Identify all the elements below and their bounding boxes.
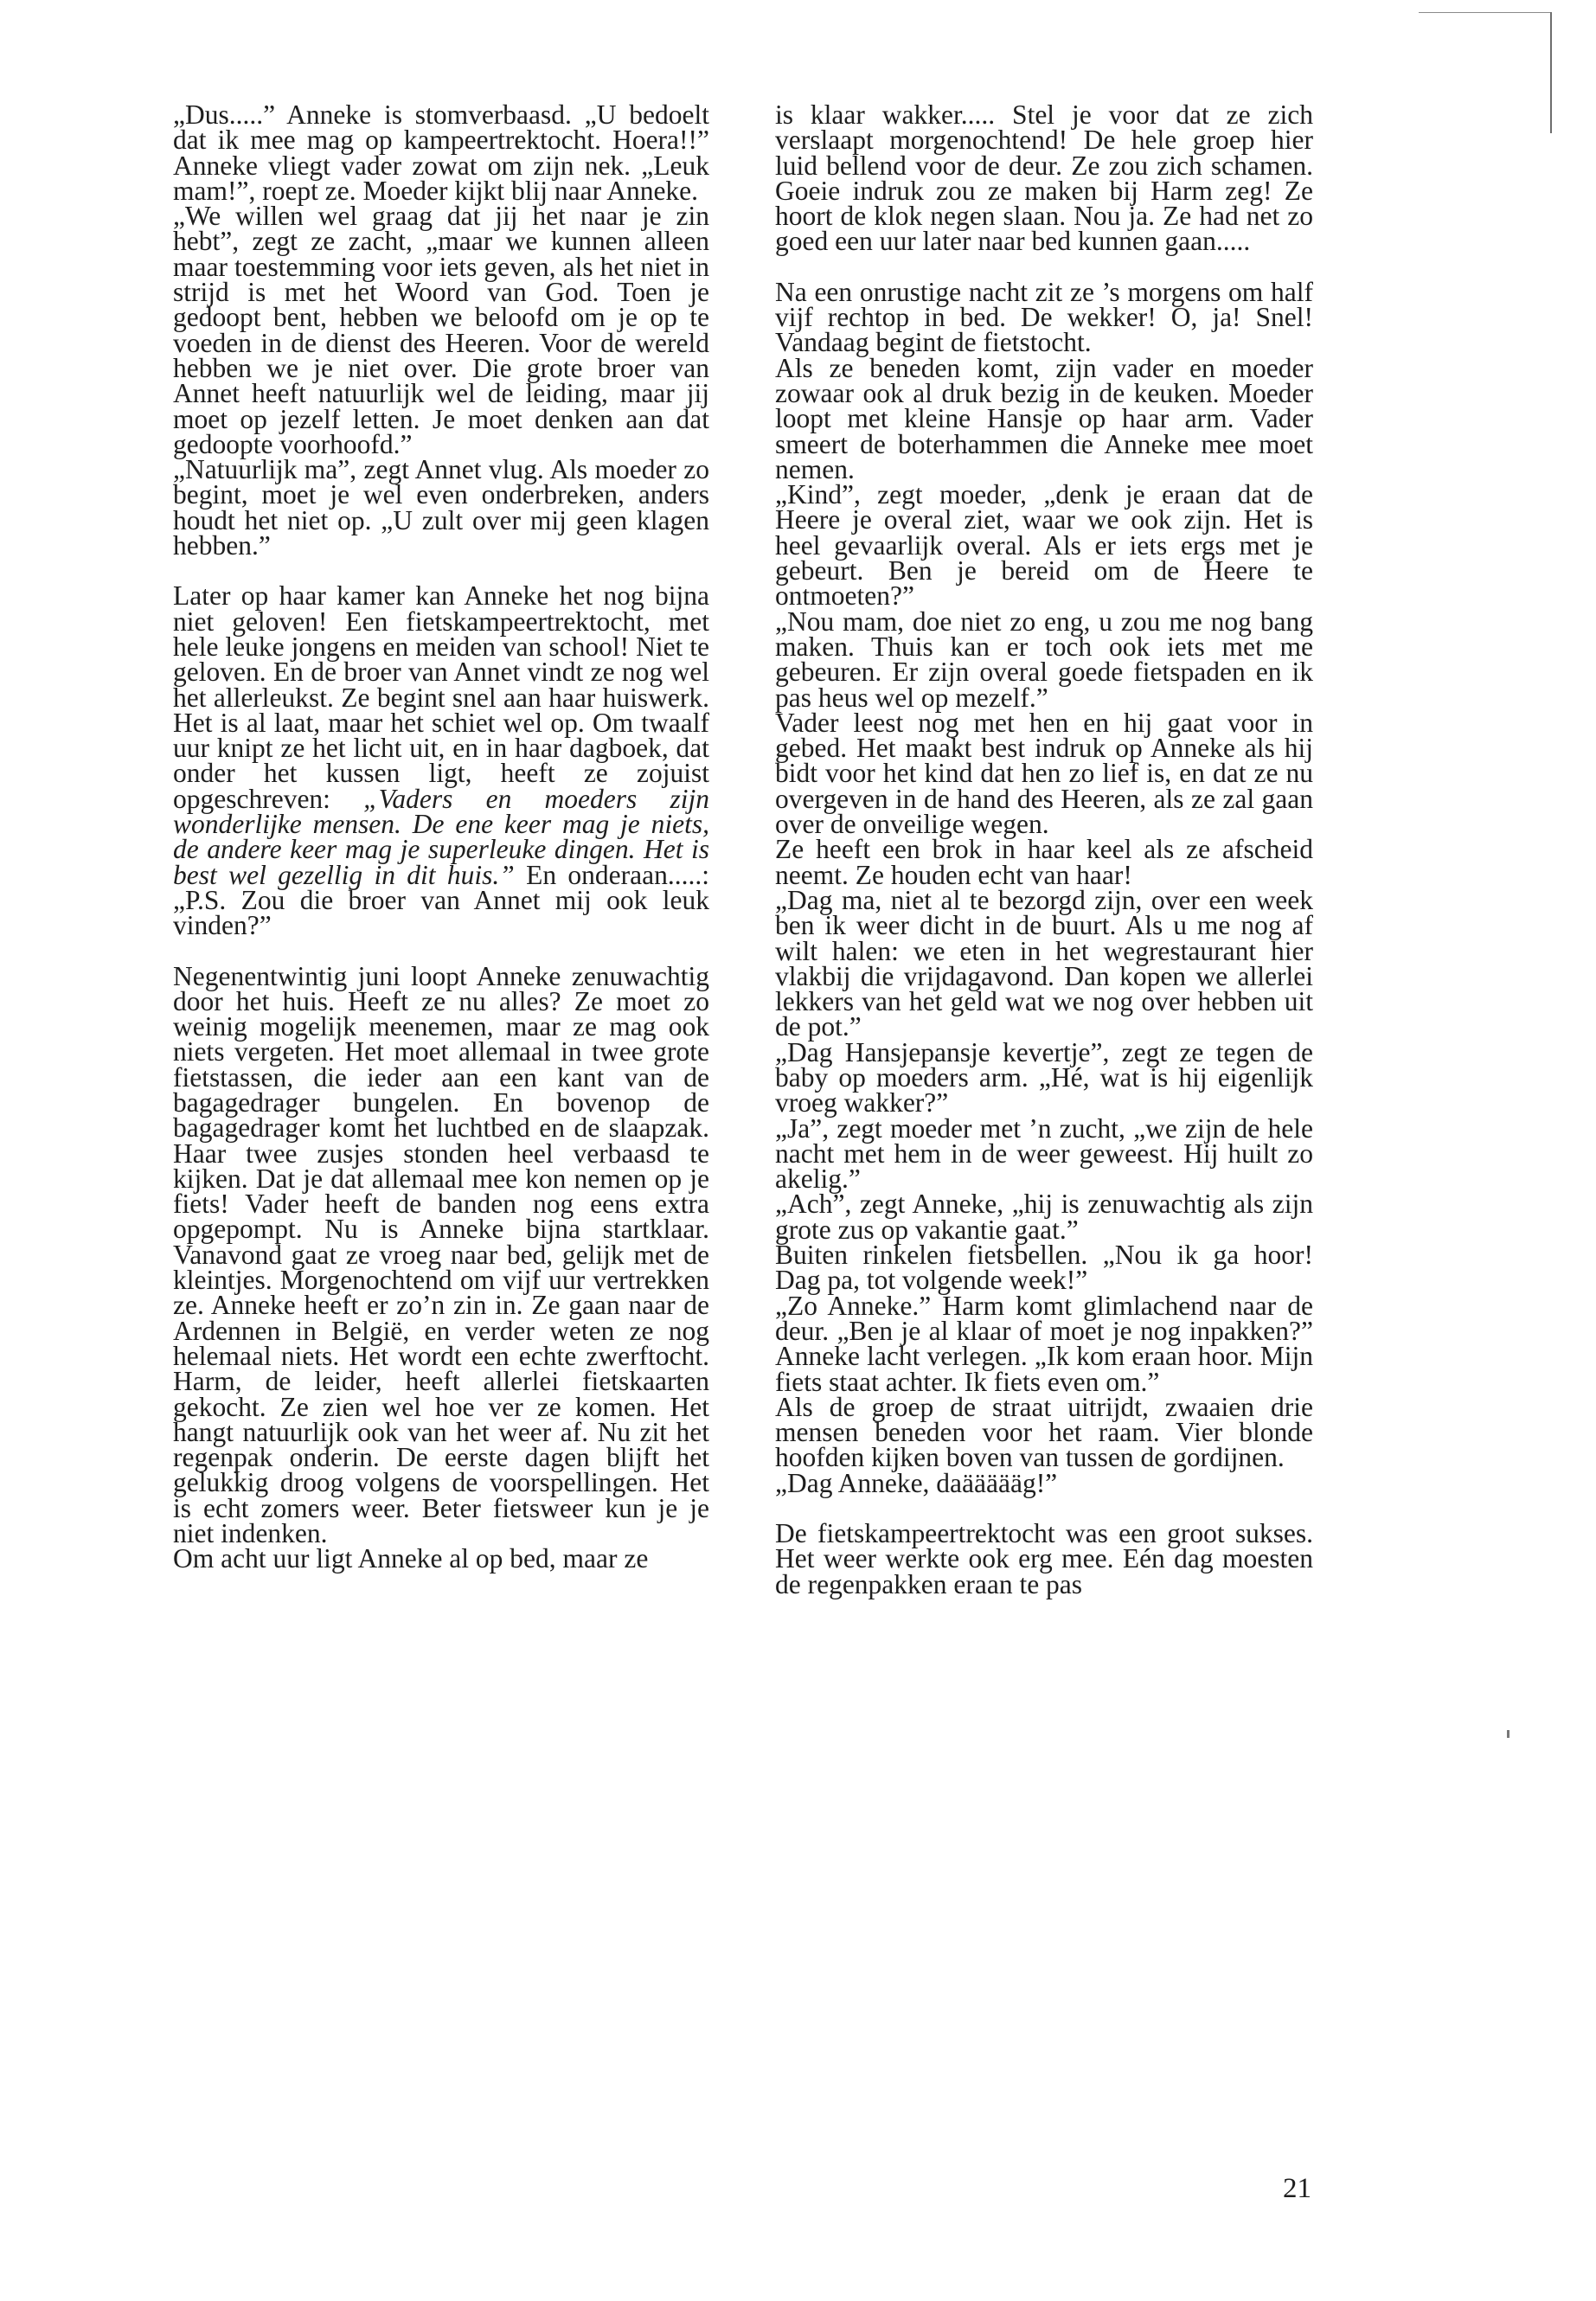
paragraph: Buiten rinkelen fietsbellen. „Nou ik ga hoor! Dag pa, tot volgende week!” [775,1240,1313,1296]
right-column [775,99,1313,1599]
paragraph: is klaar wakker..... Stel je voor dat ze zich verslaapt morgenochtend! De hele groep hier luid bellend voor de deur. Ze zou zich schamen. Goeie indruk zou ze maken bij Harm zeg! Ze hoort de klok negen slaan. Nou ja. Ze had net zo goed een uur later naar bed kunnen gaan..... [775,99,1313,257]
paragraph: „Ja”, zegt moeder met ’n zucht, „we zijn de hele nacht met hem in de weer geweest. Hij huilt zo akelig.” [775,1112,1313,1195]
paragraph: „Ach”, zegt Anneke, „hij is zenuwachtig als zijn grote zus op vakantie gaat.” [775,1189,1313,1245]
paragraph: „Dus.....” Anneke is stomverbaasd. „U bedoelt dat ik mee mag op kampeertrektocht. Hoera!!” Anneke vliegt vader zowat om zijn nek. „Leuk mam!”, roept ze. Moeder kijkt blij naar Anneke. [173,99,709,206]
diary-quote: „Vaders en moeders zijn wonderlijke mensen. De ene keer mag je niets, de andere keer mag je superleuke dingen. Het is best wel gezellig in dit huis.” [173,783,709,890]
scan-edge-vertical [1550,12,1552,133]
paragraph: Negenentwintig juni loopt Anneke zenuwachtig door het huis. Heeft ze nu alles? Ze moet zo weinig mogelijk meenemen, maar ze mag ook niets vergeten. Het moet allemaal in twee grote fietstassen, die ieder aan een kant van de bagagedrager bungelen. En bovenop de bagagedrager komt het luchtbed en de slaapzak. Haar twee zusjes stonden heel verbaasd te kijken. Dat je dat allemaal mee kon nemen op je fiets! Vader heeft de banden nog eens extra opgepompt. Nu is Anneke bijna startklaar. Vanavond gaat ze vroeg naar bed, gelijk met de kleintjes. Morgenochtend om vijf uur vertrekken ze. Anneke heeft er zo’n zin in. Ze gaan naar de Ardennen in België, en verder weten ze nog helemaal niets. Het wordt een echte zwerftocht. Harm, de leider, heeft allerlei fietskaarten gekocht. Ze zien wel hoe ver ze komen. Het hangt natuurlijk ook van het weer af. Nu zit het regenpak onderin. De eerste dagen blijft het gelukkig droog volgens de voorspellingen. Het is echt zomers weer. Beter fietsweer kun je je niet indenken. [173,960,709,1549]
paragraph: „Nou mam, doe niet zo eng, u zou me nog bang maken. Thuis kan er toch ook iets met me gebeuren. Er zijn overal goede fietspaden en ik pas heus wel op mezelf.” [775,606,1313,713]
paragraph: Als de groep de straat uitrijdt, zwaaien drie mensen beneden voor het raam. Vier blonde hoofden kijken boven van tussen de gordijnen. [775,1391,1313,1473]
paragraph: De fietskampeertrektocht was een groot sukses. Het weer werkte ook erg mee. Eén dag moesten de regenpakken eraan te pas [775,1518,1313,1599]
scan-edge-line [1419,12,1550,13]
paragraph: Om acht uur ligt Anneke al op bed, maar ze [173,1543,649,1574]
paragraph: „Dag Hansjepansje kevertje”, zegt ze tegen de baby op moeders arm. „Hé, wat is hij eigenlijk vroeg wakker?” [775,1036,1313,1118]
paragraph-text: En onderaan.....: „P.S. Zou die broer van Annet mij ook leuk vinden?” [173,859,709,941]
paragraph: Na een onrustige nacht zit ze ’s morgens om half vijf rechtop in bed. De wekker! O, ja! Snel! Vandaag begint de fietstocht. [775,276,1313,358]
paragraph: „Zo Anneke.” Harm komt glimlachend naar de deur. „Ben je al klaar of moet je nog inpakken?” Anneke lacht verlegen. „Ik kom eraan hoor. Mijn fiets staat achter. Ik fiets even om.” [775,1290,1313,1397]
scan-mark [1507,1730,1509,1738]
paragraph: „Dag ma, niet al te bezorgd zijn, over een week ben ik weer dicht in de buurt. Als u me nog af wilt halen: we eten in het wegrestaurant hier vlakbij die vrijdagavond. Dan kopen we allerlei lekkers van het geld wat we nog over hebben uit de pot.” [775,884,1313,1042]
page-number: 21 [1283,2173,1311,2204]
paragraph: „Natuurlijk ma”, zegt Annet vlug. Als moeder zo begint, moet je wel even onderbreken, anders houdt het niet op. „U zult over mij geen klagen hebben.” [173,454,709,561]
paragraph: „Kind”, zegt moeder, „denk je eraan dat de Heere je overal ziet, waar we ook zijn. Het is heel gevaarlijk overal. Als er iets ergs met je gebeurt. Ben je bereid om de Heere te ontmoeten?” [775,479,1313,612]
paragraph-text: Later op haar kamer kan Anneke het nog bijna niet geloven! Een fietskampeertrektocht, met hele leuke jongens en meiden van school! Niet te geloven. En de broer van Annet vindt ze nog wel het allerleukst. Ze begint snel aan haar huiswerk. Het is al laat, maar het schiet wel op. Om twaalf uur knipt ze het licht uit, en in haar dagboek, dat onder het kussen ligt, heeft ze zojuist opgeschreven: [173,580,709,814]
paragraph: Ze heeft een brok in haar keel als ze afscheid neemt. Ze houden echt van haar! [775,834,1313,890]
paragraph: Vader leest nog met hen en hij gaat voor in gebed. Het maakt best indruk op Anneke als hij bidt voor het kind dat hen zo lief is, en dat ze nu overgeven in de hand des Heeren, als ze zal gaan over de onveilige wegen. [775,707,1313,840]
left-column [173,99,709,1574]
paragraph: „Dag Anneke, daäääääg!” [775,1467,1058,1498]
paragraph: „We willen wel graag dat jij het naar je zin hebt”, zegt ze zacht, „maar we kunnen alleen maar toestemming voor iets geven, als het niet in strijd is met het Woord van God. Toen je gedoopt bent, hebben we beloofd om je op te voeden in de dienst des Heeren. Voor de wereld hebben we je niet over. Die grote broer van Annet heeft natuurlijk wel de leiding, maar jij moet op jezelf letten. Je moet denken aan dat gedoopte voorhoofd.” [173,201,709,459]
paragraph: Als ze beneden komt, zijn vader en moeder zowaar ook al druk bezig in de keuken. Moeder loopt met kleine Hansje op haar arm. Vader smeert de boterhammen die Anneke mee moet nemen. [775,352,1313,484]
paragraph-diary [173,580,709,941]
